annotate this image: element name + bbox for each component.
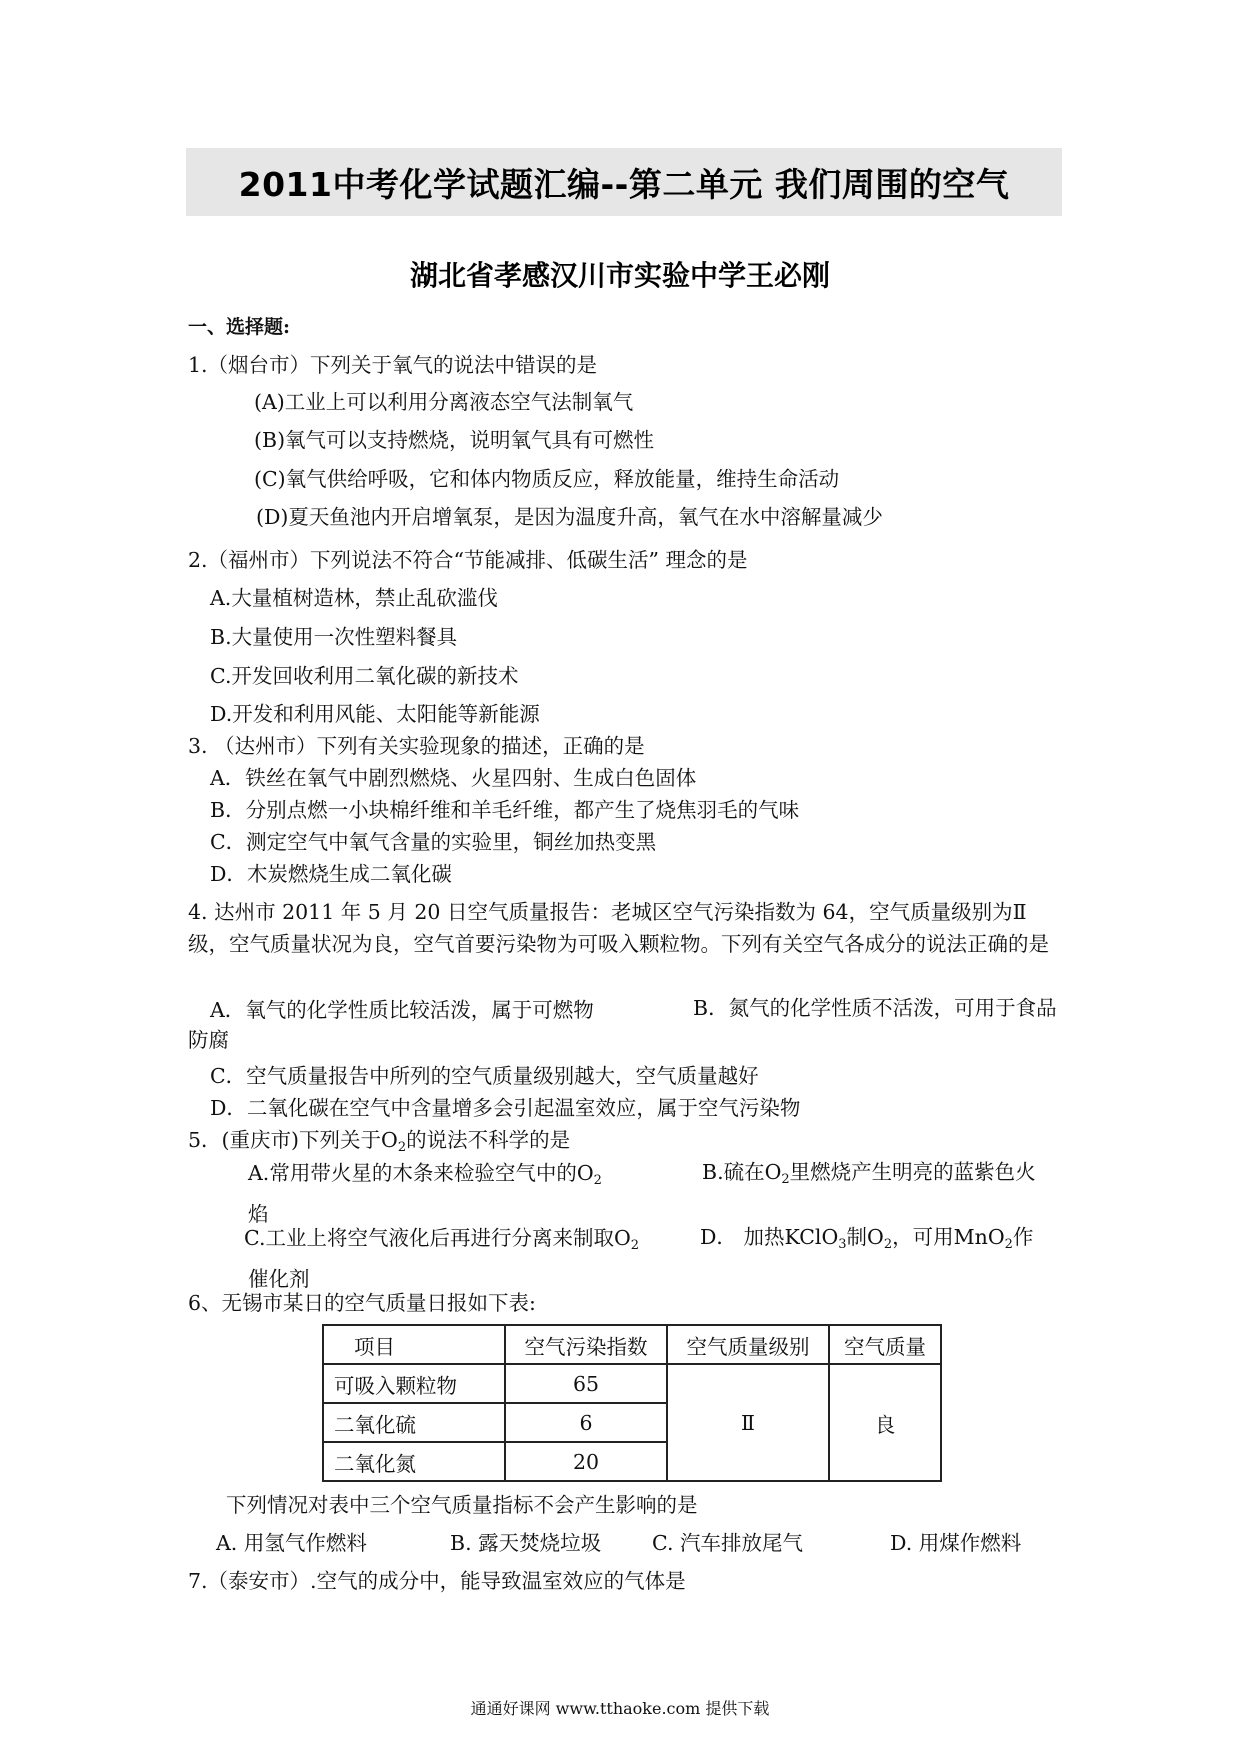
q5-option-d — [248, 1220, 1048, 1296]
q4-option-d: D．二氧化碳在空气中含量增多会引起温室效应，属于空气污染物 — [210, 1096, 801, 1120]
q5-option-b-subscript: 2 — [781, 1172, 790, 1187]
q2-option-d: D.开发和利用风能、太阳能等新能源 — [210, 702, 540, 726]
table-header-index: 空气污染指数 — [505, 1325, 667, 1364]
table-cell-index: 6 — [505, 1403, 667, 1442]
q5-option-d-subscript-1: 3 — [838, 1237, 847, 1252]
q5-option-d-text-3: ，可用MnO — [892, 1225, 1005, 1249]
q5-option-d-text-4: 作催化剂 — [248, 1225, 1034, 1291]
table-cell-quality: 良 — [829, 1364, 941, 1481]
q4-option-b: B．氮气的化学性质不活泼，可用于食品防腐 — [188, 996, 1057, 1052]
q6-stem: 6、无锡市某日的空气质量日报如下表: — [188, 1291, 536, 1315]
q6-option-a: A. 用氢气作燃料 — [216, 1531, 367, 1555]
q2-option-a: A.大量植树造林，禁止乱砍滥伐 — [210, 586, 498, 610]
q5-option-d-text-1: D． 加热KClO — [700, 1225, 839, 1249]
q5-stem-text: 5．(重庆市)下列关于O — [188, 1128, 398, 1152]
q5-option-d-subscript-3: 2 — [1004, 1237, 1013, 1252]
q5-stem-text-end: 的说法不科学的是 — [406, 1128, 571, 1152]
table-cell-index: 65 — [505, 1364, 667, 1403]
q5-option-b-text-end: 里燃烧产生明亮的蓝紫色火焰 — [248, 1160, 1036, 1226]
table-cell-level: Ⅱ — [667, 1364, 829, 1481]
q6-question: 下列情况对表中三个空气质量指标不会产生影响的是 — [226, 1493, 698, 1517]
table-header-quality: 空气质量 — [829, 1325, 941, 1364]
q5-option-a-text: A.常用带火星的木条来检验空气中的O — [248, 1161, 594, 1185]
q6-option-d: D. 用煤作燃料 — [890, 1531, 1022, 1555]
q1-option-a: (A)工业上可以利用分离液态空气法制氧气 — [254, 390, 634, 414]
q5-stem — [188, 1130, 570, 1154]
document-title: 2011中考化学试题汇编--第二单元 我们周围的空气 — [238, 164, 1010, 204]
q2-stem: 2.（福州市）下列说法不符合“节能减排、低碳生活” 理念的是 — [188, 548, 748, 572]
q3-option-c: C．测定空气中氧气含量的实验里，铜丝加热变黑 — [210, 830, 657, 854]
q5-stem-subscript: 2 — [397, 1140, 407, 1155]
table-row — [323, 1364, 941, 1403]
q5-option-d-subscript-2: 2 — [883, 1237, 893, 1252]
table-header-row — [323, 1325, 941, 1364]
table-cell-item: 二氧化氮 — [323, 1442, 505, 1481]
air-quality-table — [322, 1324, 942, 1482]
table-header-level: 空气质量级别 — [667, 1325, 829, 1364]
q5-option-c-text: C.工业上将空气液化后再进行分离来制取O — [244, 1226, 631, 1250]
q2-option-c: C.开发回收利用二氧化碳的新技术 — [210, 664, 519, 688]
q1-option-b: (B)氧气可以支持燃烧，说明氧气具有可燃性 — [254, 428, 655, 452]
q3-option-a: A．铁丝在氧气中剧烈燃烧、火星四射、生成白色固体 — [210, 766, 697, 790]
table-cell-item: 二氧化硫 — [323, 1403, 505, 1442]
table-cell-item: 可吸入颗粒物 — [323, 1364, 505, 1403]
table-header-item: 项目 — [323, 1325, 505, 1364]
q4-option-a: A．氧气的化学性质比较活泼，属于可燃物 — [210, 998, 594, 1022]
q5-option-b-text: B.硫在O — [702, 1160, 782, 1184]
q4-stem: 4. 达州市 2011 年 5 月 20 日空气质量报告：老城区空气污染指数为 64，空气质量级别为Ⅱ级，空气质量状况为良，空气首要污染物为可吸入颗粒物。下列有关空气各成分的说法正确的是 — [188, 900, 1049, 956]
q3-option-d: D．木炭燃烧生成二氧化碳 — [210, 862, 452, 886]
title-band — [186, 148, 1062, 216]
q5-option-d-text-2: 制O — [846, 1225, 884, 1249]
q5-option-c-subscript: 2 — [630, 1238, 640, 1253]
q3-option-b: B．分别点燃一小块棉纤维和羊毛纤维，都产生了烧焦羽毛的气味 — [210, 798, 800, 822]
q4-option-c: C．空气质量报告中所列的空气质量级别越大，空气质量越好 — [210, 1064, 759, 1088]
q3-stem: 3. （达州市）下列有关实验现象的描述，正确的是 — [188, 734, 645, 758]
page-footer: 通通好课网 www.tthaoke.com 提供下载 — [470, 1699, 770, 1718]
q7-stem: 7.（泰安市）.空气的成分中，能导致温室效应的气体是 — [188, 1569, 686, 1593]
author-line: 湖北省孝感汉川市实验中学王必刚 — [409, 259, 830, 292]
section-heading: 一、选择题: — [188, 316, 291, 338]
q6-option-b: B. 露天焚烧垃圾 — [450, 1531, 602, 1555]
table-cell-index: 20 — [505, 1442, 667, 1481]
q1-stem: 1.（烟台市）下列关于氧气的说法中错误的是 — [188, 353, 598, 377]
q6-option-c: C. 汽车排放尾气 — [652, 1531, 803, 1555]
q2-option-b: B.大量使用一次性塑料餐具 — [210, 625, 458, 649]
q5-option-a-subscript: 2 — [593, 1173, 602, 1188]
q1-option-d: (D)夏天鱼池内开启增氧泵，是因为温度升高，氧气在水中溶解量减少 — [256, 505, 883, 529]
q1-option-c: (C)氧气供给呼吸，它和体内物质反应，释放能量，维持生命活动 — [254, 467, 840, 491]
